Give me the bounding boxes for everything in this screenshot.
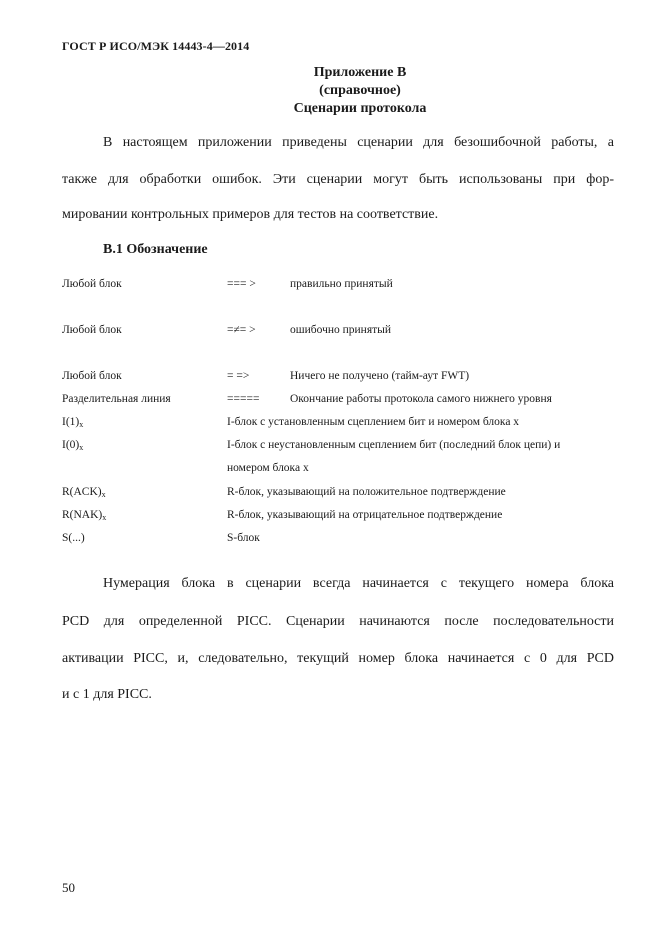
block-meaning: I-блок с установленным сцеплением бит и номером блока x <box>227 416 520 428</box>
block-term <box>62 486 106 499</box>
block-meaning: S-блок <box>227 532 260 544</box>
appendix-title: Приложение В <box>313 65 407 80</box>
numbering-line: PCD для определенной PICC. Сценарии начинаются после последовательности <box>62 614 614 629</box>
block-term-label: I(1) <box>62 416 80 428</box>
block-term-label: I(0) <box>62 439 80 451</box>
notation-meaning: Окончание работы протокола самого нижнего уровня <box>290 393 552 405</box>
block-term-subscript: x <box>101 490 106 499</box>
block-term-label: R(NAK) <box>62 509 103 521</box>
notation-symbol: =≠= > <box>227 324 256 336</box>
page-number: 50 <box>62 880 75 895</box>
numbering-line: Нумерация блока в сценарии всегда начинается с текущего номера блока <box>103 576 614 591</box>
notation-meaning: правильно принятый <box>290 278 393 290</box>
notation-term: Любой блок <box>62 370 122 382</box>
notation-symbol: = => <box>227 370 250 382</box>
appendix-name: Сценарии протокола <box>293 101 427 116</box>
block-term <box>62 439 83 452</box>
notation-meaning: ошибочно принятый <box>290 324 392 336</box>
block-term-subscript: x <box>79 443 84 452</box>
intro-line: В настоящем приложении приведены сценарии для безошибочной работы, а <box>103 135 614 150</box>
notation-term: Любой блок <box>62 324 122 336</box>
notation-symbol: ===== <box>227 393 260 405</box>
block-term-subscript: x <box>79 420 84 429</box>
block-term <box>62 416 83 429</box>
numbering-line: и с 1 для PICC. <box>62 687 152 702</box>
section-title: В.1 Обозначение <box>103 242 208 257</box>
block-meaning: R-блок, указывающий на положительное подтверждение <box>227 486 506 498</box>
numbering-line: активации PICC, и, следовательно, текущий номер блока начинается с 0 для PCD <box>62 651 614 666</box>
document-header: ГОСТ Р ИСО/МЭК 14443-4—2014 <box>62 39 250 53</box>
notation-term: Любой блок <box>62 278 122 290</box>
appendix-type: (справочное) <box>319 83 401 98</box>
block-term-subscript: x <box>102 513 107 522</box>
intro-line: мировании контрольных примеров для тестов на соответствие. <box>62 207 439 222</box>
block-term <box>62 532 85 544</box>
notation-term: Разделительная линия <box>62 393 171 405</box>
block-term-label: S(...) <box>62 532 85 544</box>
notation-meaning: Ничего не получено (тайм-аут FWT) <box>290 370 470 382</box>
block-term <box>62 509 106 522</box>
intro-line: также для обработки ошибок. Эти сценарии могут быть использованы при фор- <box>62 172 614 187</box>
block-meaning: R-блок, указывающий на отрицательное подтверждение <box>227 509 503 521</box>
block-term-label: R(ACK) <box>62 486 102 498</box>
block-meaning: I-блок с неустановленным сцеплением бит (последний блок цепи) и <box>227 439 561 451</box>
notation-symbol: === > <box>227 278 256 290</box>
block-meaning-continued: номером блока x <box>227 462 309 474</box>
